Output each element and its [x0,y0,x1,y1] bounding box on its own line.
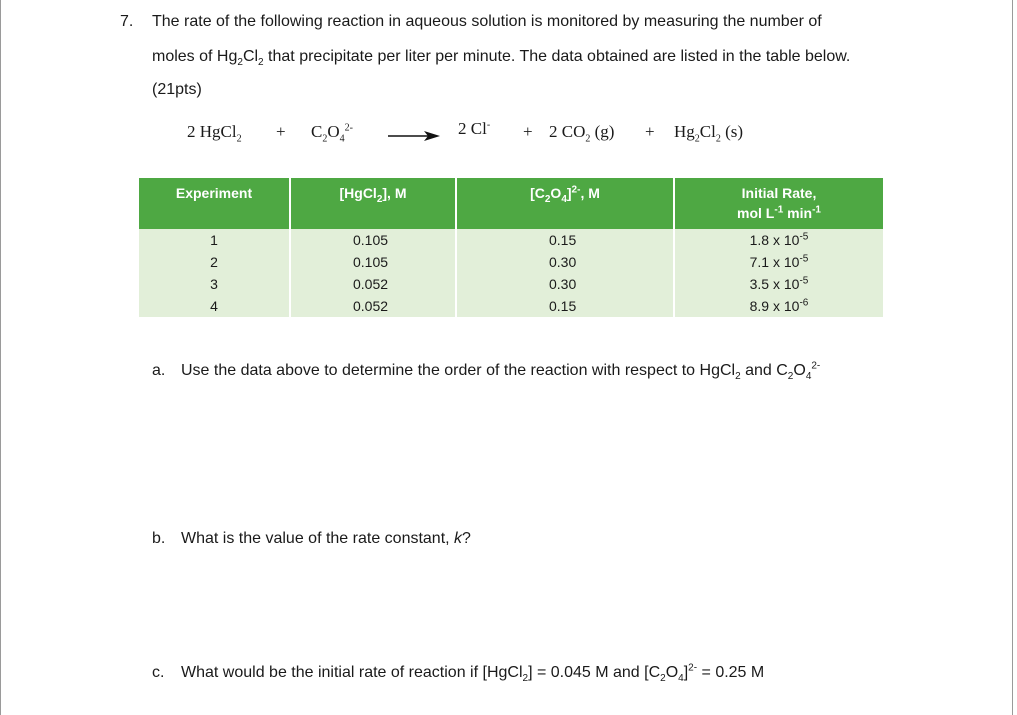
cell-c2o4: 0.15 [456,295,674,317]
equation-product-2: 2 $CO_2$ (g) [549,122,615,145]
question-line-2: moles of $Hg_2Cl_2$ that precipitate per liter per minute. The data obtained are listed in the table below. [152,48,851,69]
part-c-label: c. [152,664,165,681]
header-initial-rate: Initial Rate, mol $L^{-1}$ $\min^{-1}$ [674,178,883,229]
cell-c2o4: 0.30 [456,251,674,273]
cell-experiment: 2 [139,251,290,273]
cell-experiment: 3 [139,273,290,295]
equation-plus-2: + [523,122,533,141]
cell-rate: 1.8 x $10^{-5}$ [674,229,883,251]
table-row [139,273,883,295]
equation-plus-3: + [645,122,655,141]
reaction-arrow-icon [388,131,440,141]
question-number: 7. [120,13,134,30]
cell-hgcl2: 0.052 [290,295,456,317]
cell-rate: 8.9 x $10^{-6}$ [674,295,883,317]
cell-hgcl2: 0.105 [290,251,456,273]
cell-hgcl2: 0.105 [290,229,456,251]
table-header-row [139,178,883,229]
equation-plus-1: + [276,122,286,141]
cell-rate: 7.1 x $10^{-5}$ [674,251,883,273]
part-b-label: b. [152,530,166,547]
header-c2o4: $[C_2O_4]^{2-}$, M [456,178,674,229]
equation-reactant-1: 2 HgCl$_2$ [187,122,242,145]
table-row [139,229,883,251]
cell-experiment: 4 [139,295,290,317]
equation-product-3: $Hg_2Cl_2$ (s) [674,122,744,145]
data-table [139,178,883,317]
part-c-text: What would be the initial rate of reaction if [HgCl$_2$] = 0.045 M and $[C_2O_4]^{2-} = 0.25$ M [181,662,765,685]
cell-c2o4: 0.30 [456,273,674,295]
cell-rate: 3.5 x $10^{-5}$ [674,273,883,295]
equation-reactant-2: $C_2O_4^{2-}$ [311,122,353,145]
part-a-text: Use the data above to determine the order of the reaction with respect to HgCl$_2$ and $C_2O_4^{2-}$ [181,360,821,383]
cell-hgcl2: 0.052 [290,273,456,295]
question-line-1: The rate of the following reaction in aqueous solution is monitored by measuring the number of [152,13,822,30]
cell-experiment: 1 [139,229,290,251]
page-left-border [0,0,1,715]
question-points: (21pts) [152,81,202,98]
header-hgcl2: [HgCl$_2$], M [290,178,456,229]
table-row [139,251,883,273]
table-row [139,295,883,317]
part-b-text: What is the value of the rate constant, k? [181,530,471,547]
header-experiment: Experiment [139,178,290,229]
page-right-border [1012,0,1013,715]
part-a-label: a. [152,362,166,379]
cell-c2o4: 0.15 [456,229,674,251]
equation-product-1: 2 Cl- [458,119,491,138]
